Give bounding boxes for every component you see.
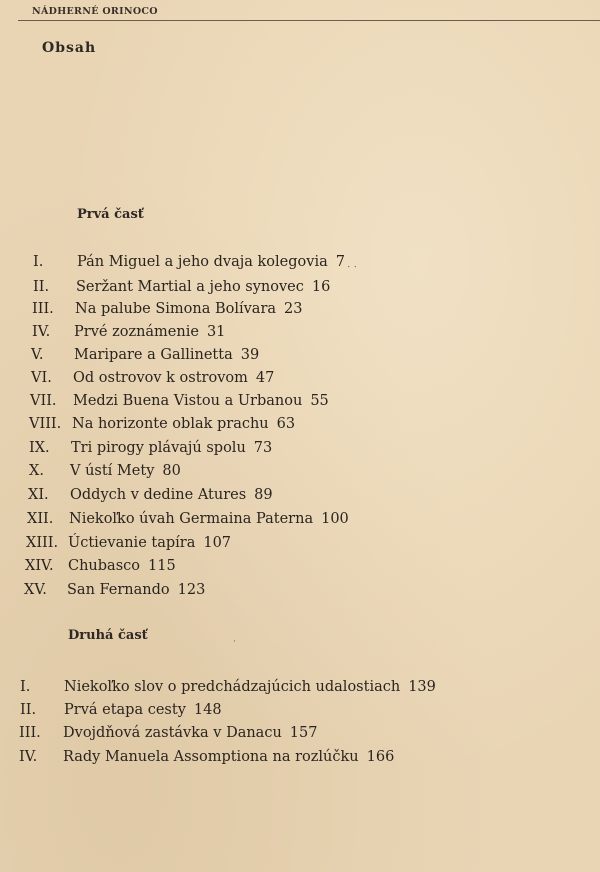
chapter-number: VII.: [30, 393, 57, 409]
chapter-title: Tri pirogy plávajú spolu: [71, 440, 246, 456]
chapter-title: Na palube Simona Bolívara: [75, 301, 277, 317]
chapter-title: Chubasco: [68, 558, 140, 574]
chapter-number: IV.: [19, 749, 38, 765]
part-1-title: Prvá časť: [77, 207, 144, 222]
chapter-number: I.: [33, 254, 44, 270]
chapter-title: Niekoľko úvah Germaina Paterna: [69, 511, 314, 527]
chapter-number: XV.: [24, 582, 47, 598]
chapter-number: IX.: [29, 440, 50, 456]
chapter-number: XII.: [27, 511, 54, 527]
chapter-page: 63: [276, 416, 296, 432]
chapter-page: 7: [335, 254, 345, 270]
chapter-title: Od ostrovov k ostrovom: [73, 370, 248, 386]
paper-speck: ⋅ ⋅: [347, 262, 358, 273]
chapter-page: 100: [321, 511, 349, 527]
chapter-title: Medzi Buena Vistou a Urbanou: [73, 393, 303, 409]
chapter-title: Oddych v dedine Atures: [70, 487, 247, 503]
chapter-page: 16: [311, 279, 331, 295]
chapter-page: 39: [240, 347, 260, 363]
chapter-number: II.: [33, 279, 50, 295]
chapter-number: VI.: [31, 370, 52, 386]
chapter-number: X.: [29, 463, 44, 479]
chapter-page: 139: [408, 679, 436, 695]
chapter-number: VIII.: [29, 416, 62, 432]
chapter-page: 123: [177, 582, 206, 598]
chapter-page: 148: [193, 702, 222, 718]
chapter-title: San Fernando: [67, 582, 170, 598]
chapter-title: Dvojdňová zastávka v Danacu: [63, 725, 282, 741]
chapter-title: Maripare a Gallinetta: [74, 347, 233, 363]
chapter-number: XIII.: [26, 535, 59, 551]
paper-speck: ˙: [232, 640, 237, 651]
chapter-number: III.: [32, 301, 54, 317]
chapter-title: Úctievanie tapíra: [68, 535, 196, 551]
chapter-page: 23: [284, 301, 303, 317]
chapter-number: V.: [31, 347, 44, 363]
chapter-page: 31: [206, 324, 226, 340]
chapter-number: I.: [20, 679, 31, 695]
chapter-title: Rady Manuela Assomptiona na rozlúčku: [63, 749, 359, 765]
running-head: NÁDHERNÉ ORINOCO: [32, 6, 158, 17]
chapter-page: 107: [203, 535, 232, 551]
chapter-number: XIV.: [25, 558, 54, 574]
chapter-page: 166: [366, 749, 395, 765]
chapter-title: V ústí Mety: [70, 463, 155, 479]
chapter-page: 115: [148, 558, 176, 574]
header-rule: [18, 20, 600, 21]
chapter-number: III.: [19, 725, 41, 741]
chapter-title: Niekoľko slov o predchádzajúcich udalostiach: [64, 679, 401, 695]
contents-title: Obsah: [42, 40, 97, 56]
chapter-number: II.: [20, 702, 37, 718]
part-2-title: Druhá časť: [68, 628, 148, 643]
chapter-page: 89: [254, 487, 273, 503]
chapter-page: 157: [289, 725, 318, 741]
chapter-page: 73: [253, 440, 273, 456]
chapter-page: 47: [255, 370, 275, 386]
chapter-title: Prvé zoznámenie: [74, 324, 199, 340]
chapter-page: 80: [162, 463, 181, 479]
chapter-number: XI.: [28, 487, 49, 503]
chapter-title: Na horizonte oblak prachu: [72, 416, 269, 432]
chapter-title: Pán Miguel a jeho dvaja kolegovia: [77, 254, 328, 270]
chapter-title: Prvá etapa cesty: [64, 702, 186, 718]
chapter-number: IV.: [32, 324, 51, 340]
chapter-page: 55: [310, 393, 329, 409]
chapter-title: Seržant Martial a jeho synovec: [76, 279, 304, 295]
